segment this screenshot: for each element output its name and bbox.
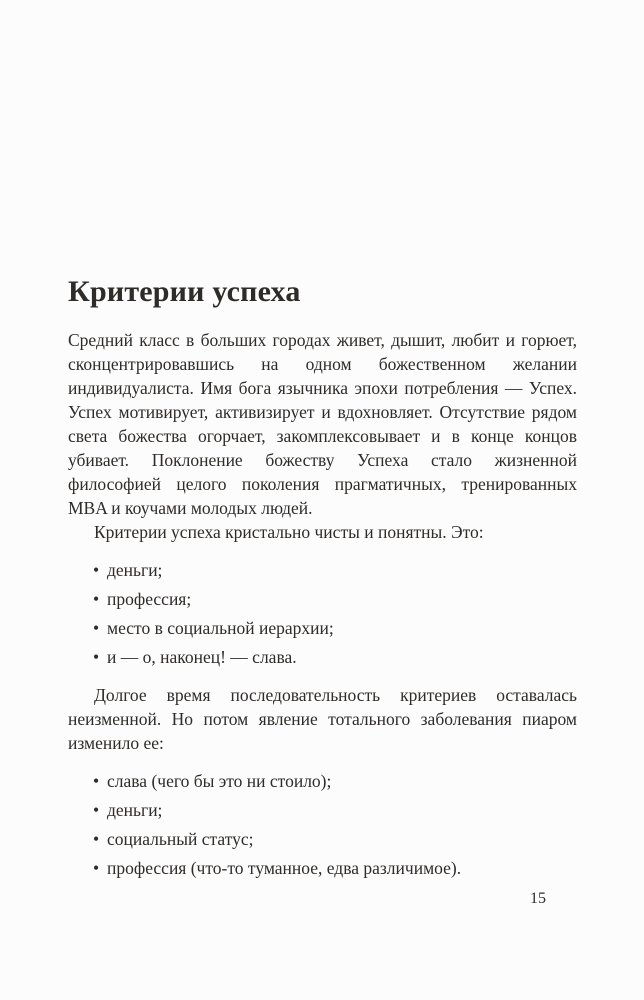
paragraph-criteria-lead: Критерии успеха кристально чисты и понятны. Это: bbox=[94, 522, 484, 542]
list-item bbox=[68, 856, 577, 880]
list-item-text: социальный статус; bbox=[107, 829, 254, 849]
paragraph-change-lead: Долгое время последовательность критериев оставалась неизменной. Но потом явление тотального заболевания пиаром изменило ее: bbox=[68, 685, 577, 753]
bullet-icon: • bbox=[93, 800, 100, 820]
criteria-list-changed bbox=[68, 769, 577, 880]
list-item-text: и — о, наконец! — слава. bbox=[107, 647, 297, 667]
list-item-text: слава (чего бы это ни стоило); bbox=[107, 771, 332, 791]
bullet-icon: • bbox=[93, 858, 100, 878]
paragraph-intro: Средний класс в больших городах живет, дышит, любит и горюет, сконцентрировавшись на одном божественном желании индивидуалиста. Имя бога язычника эпохи потребления — Успех. Успех мотивирует, активизирует и вдохновляет. Отсутствие рядом света божества огорчает, закомплексовывает и в конце концов убивает. Поклонение божеству Успеха стало жизненной философией целого поколения прагматичных, тренированных MBA и коучами молодых людей. bbox=[68, 330, 577, 518]
bullet-icon: • bbox=[93, 647, 100, 667]
list-item bbox=[68, 645, 577, 669]
page-content bbox=[68, 276, 577, 894]
list-item bbox=[68, 827, 577, 851]
bullet-icon: • bbox=[93, 560, 100, 580]
bullet-icon: • bbox=[93, 618, 100, 638]
list-item-text: деньги; bbox=[107, 560, 163, 580]
list-item bbox=[68, 587, 577, 611]
bullet-icon: • bbox=[93, 589, 100, 609]
list-item bbox=[68, 558, 577, 582]
criteria-list-original bbox=[68, 558, 577, 669]
list-item-text: профессия (что-то туманное, едва различимое). bbox=[107, 858, 462, 878]
chapter-heading: Критерии успеха bbox=[68, 275, 301, 308]
list-item-text: деньги; bbox=[107, 800, 163, 820]
list-item-text: место в социальной иерархии; bbox=[107, 618, 334, 638]
list-item bbox=[68, 798, 577, 822]
list-item-text: профессия; bbox=[107, 589, 192, 609]
page-number: 15 bbox=[530, 890, 546, 907]
bullet-icon: • bbox=[93, 771, 100, 791]
list-item bbox=[68, 616, 577, 640]
list-item bbox=[68, 769, 577, 793]
bullet-icon: • bbox=[93, 829, 100, 849]
